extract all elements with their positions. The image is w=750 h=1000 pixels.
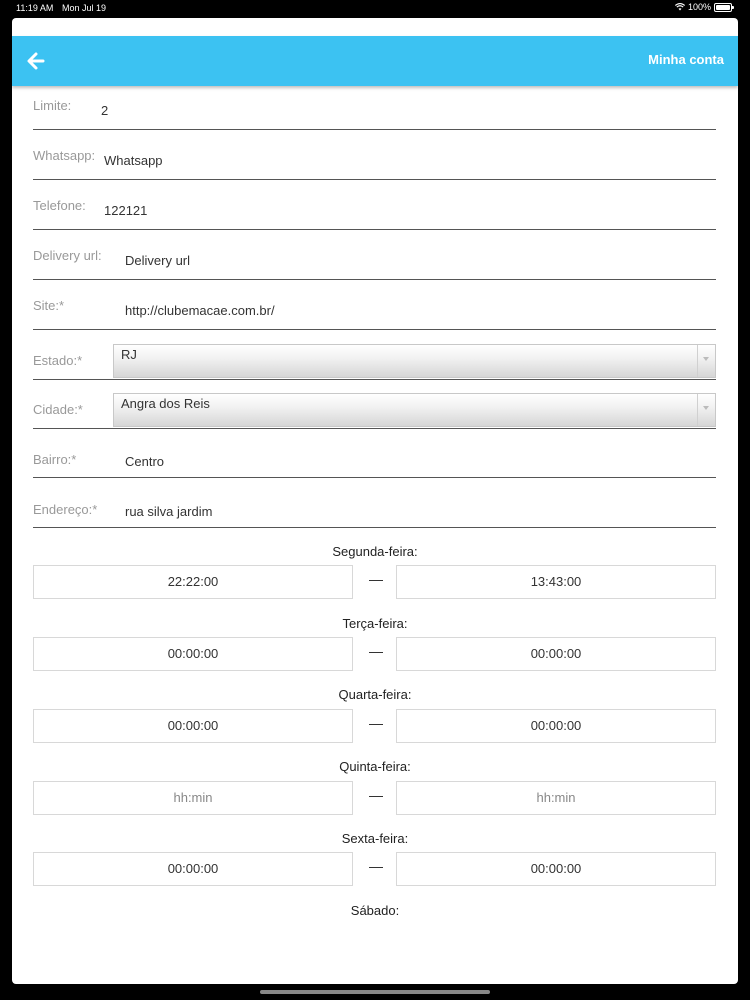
chevron-down-icon[interactable] (697, 394, 715, 426)
telefone-field[interactable] (33, 186, 716, 230)
sexta-open-input[interactable]: 00:00:00 (33, 852, 353, 886)
limite-label: Limite: (33, 98, 72, 113)
delivery-url-field[interactable] (33, 236, 716, 280)
status-bar (0, 0, 750, 16)
battery-percent: 100% (687, 2, 711, 12)
bairro-field[interactable] (33, 434, 716, 478)
quinta-open-input[interactable]: hh:min (33, 781, 353, 815)
cidade-selected-value: Angra dos Reis (121, 396, 210, 411)
sexta-close-input[interactable]: 00:00:00 (396, 852, 716, 886)
estado-label: Estado:* (33, 353, 83, 368)
day-label-sexta: Sexta-feira: (341, 831, 409, 846)
limite-input[interactable]: 2 (101, 103, 109, 118)
day-label-sabado: Sábado: (350, 903, 400, 918)
home-indicator[interactable] (260, 990, 490, 994)
endereco-field[interactable] (33, 484, 716, 528)
battery-icon (714, 3, 732, 12)
chevron-down-icon[interactable] (697, 345, 715, 377)
range-dash (369, 724, 383, 725)
telefone-input[interactable]: 122121 (104, 203, 148, 218)
estado-field[interactable] (33, 336, 716, 380)
terca-close-input[interactable]: 00:00:00 (396, 637, 716, 671)
whatsapp-input[interactable]: Whatsapp (104, 153, 163, 168)
whatsapp-label: Whatsapp: (33, 148, 96, 163)
segunda-close-input[interactable]: 13:43:00 (396, 565, 716, 599)
cidade-field[interactable] (33, 385, 716, 429)
bairro-label: Bairro:* (33, 452, 77, 467)
cidade-select[interactable] (113, 393, 716, 427)
delivery-url-input[interactable]: Delivery url (125, 253, 191, 268)
day-label-quarta: Quarta-feira: (338, 687, 412, 702)
range-dash (369, 580, 383, 581)
site-label: Site:* (33, 298, 65, 313)
range-dash (369, 796, 383, 797)
endereco-input[interactable]: rua silva jardim (125, 504, 213, 519)
status-right (675, 2, 732, 12)
telefone-label: Telefone: (33, 198, 86, 213)
bairro-input[interactable]: Centro (125, 454, 165, 469)
quinta-close-input[interactable]: hh:min (396, 781, 716, 815)
endereco-label: Endereço:* (33, 502, 98, 517)
arrow-left-icon[interactable] (26, 51, 46, 71)
range-dash (369, 867, 383, 868)
range-dash (369, 652, 383, 653)
whatsapp-field[interactable] (33, 136, 716, 180)
wifi-icon (675, 3, 685, 11)
estado-select[interactable] (113, 344, 716, 378)
estado-selected-value: RJ (121, 347, 137, 362)
page-title: Minha conta (648, 52, 724, 67)
day-label-terca: Terça-feira: (342, 616, 408, 631)
day-label-segunda: Segunda-feira: (332, 544, 418, 559)
status-time: 11:19 AM (16, 3, 54, 13)
header-bar (12, 36, 738, 86)
cidade-label: Cidade:* (33, 402, 83, 417)
status-date: Mon Jul 19 (62, 3, 107, 13)
site-field[interactable] (33, 286, 716, 330)
day-label-quinta: Quinta-feira: (339, 759, 411, 774)
segunda-open-input[interactable]: 22:22:00 (33, 565, 353, 599)
quarta-open-input[interactable]: 00:00:00 (33, 709, 353, 743)
site-input[interactable]: http://clubemacae.com.br/ (125, 303, 275, 318)
quarta-close-input[interactable]: 00:00:00 (396, 709, 716, 743)
delivery-url-label: Delivery url: (33, 248, 102, 263)
limite-field[interactable] (33, 86, 716, 130)
terca-open-input[interactable]: 00:00:00 (33, 637, 353, 671)
app-screen (12, 18, 738, 984)
